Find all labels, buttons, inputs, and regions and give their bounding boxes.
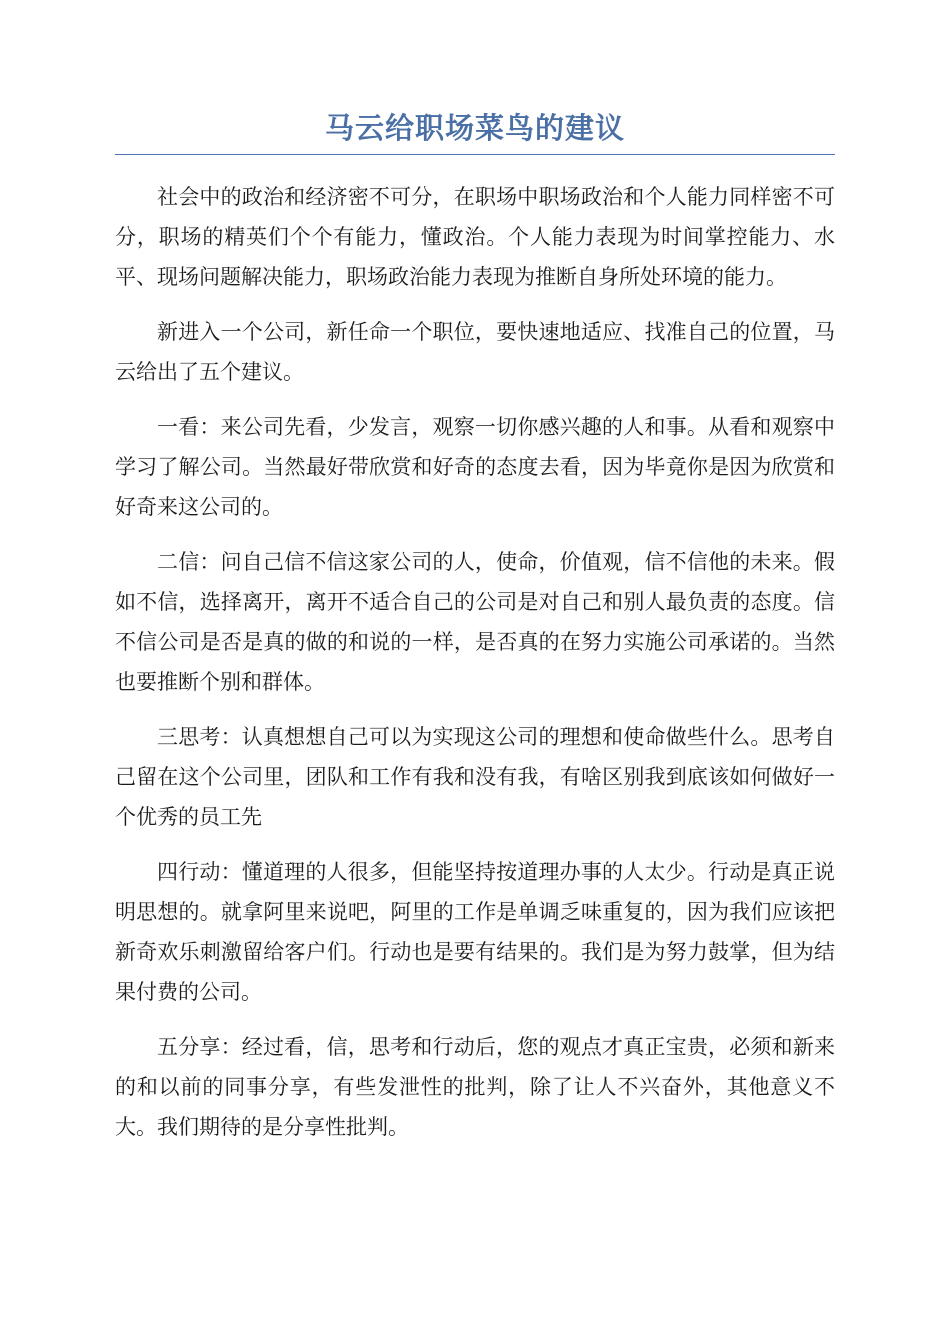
paragraph-believe: 二信：问自己信不信这家公司的人，使命，价值观，信不信他的未来。假如不信，选择离开，离开不适合自己的公司是对自己和别人最负责的态度。信不信公司是否是真的做的和说的一样，是否真的在努力实施公司承诺的。当然也要推断个别和群体。: [115, 550, 835, 694]
paragraph-context: 新进入一个公司，新任命一个职位，要快速地适应、找准自己的位置，马云给出了五个建议。: [115, 320, 835, 384]
paragraph-intro: 社会中的政治和经济密不可分，在职场中职场政治和个人能力同样密不可分，职场的精英们个个有能力，懂政治。个人能力表现为时间掌控能力、水平、现场问题解决能力，职场政治能力表现为推断自身所处环境的能力。: [115, 185, 835, 289]
title-underline: [115, 154, 835, 155]
paragraph-think: 三思考：认真想想自己可以为实现这公司的理想和使命做些什么。思考自己留在这个公司里，团队和工作有我和没有我，有啥区别我到底该如何做好一个优秀的员工先: [115, 725, 835, 829]
document-page: [115, 108, 835, 1162]
paragraph-act: 四行动：懂道理的人很多，但能坚持按道理办事的人太少。行动是真正说明思想的。就拿阿里来说吧，阿里的工作是单调乏味重复的，因为我们应该把新奇欢乐刺激留给客户们。行动也是要有结果的。我们是为努力鼓掌，但为结果付费的公司。: [115, 860, 835, 1004]
paragraph-look: 一看：来公司先看，少发言，观察一切你感兴趣的人和事。从看和观察中学习了解公司。当然最好带欣赏和好奇的态度去看，因为毕竟你是因为欣赏和好奇来这公司的。: [115, 415, 835, 519]
document-title: 马云给职场菜鸟的建议: [324, 111, 625, 145]
paragraph-share: 五分享：经过看，信，思考和行动后，您的观点才真正宝贵，必须和新来的和以前的同事分享，有些发泄性的批判，除了让人不兴奋外，其他意义不大。我们期待的是分享性批判。: [115, 1035, 835, 1139]
